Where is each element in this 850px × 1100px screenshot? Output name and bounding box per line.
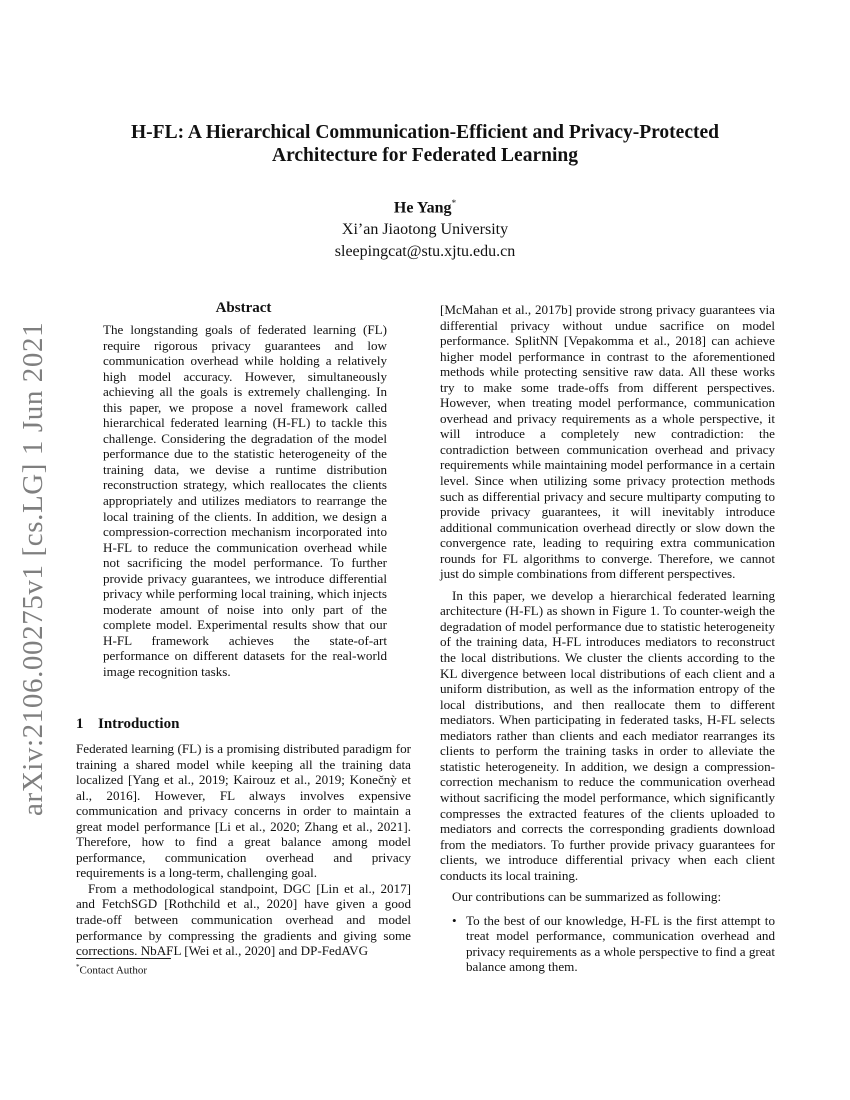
author-footnote-mark: * [451, 198, 457, 208]
arxiv-identifier-text: arXiv:2106.00275v1 [cs.LG] 1 Jun 2021 [17, 321, 49, 816]
footnote-rule [76, 958, 171, 959]
arxiv-identifier-stamp [12, 260, 52, 820]
right-column-body [440, 302, 775, 975]
footnote [76, 963, 147, 977]
intro-paragraph-2: From a methodological standpoint, DGC [Lin et al., 2017] and FetchSGD [Rothchild et al., 2020] have given a good trade-off between communication overhead and model performance by compressing the gradients and giving some corrections. NbAFL [Wei et al., 2020] and DP-FedAVG [76, 880, 411, 959]
author-name-line [0, 192, 850, 219]
title-line-2: Architecture for Federated Learning [272, 145, 578, 166]
abstract-body [103, 322, 387, 680]
section-heading-introduction [76, 716, 179, 733]
author-affiliation: Xi’an Jiaotong University [341, 221, 509, 239]
contributions-intro: Our contributions can be summarized as following: [452, 889, 722, 905]
contribution-text-1: To the best of our knowledge, H-FL is the first attempt to treat model performance, communication overhead and privacy requirements as a whole perspective to find a great balance among them. [466, 912, 775, 975]
author-email: sleepingcat@stu.xjtu.edu.cn [334, 243, 516, 261]
section-number: 1 [76, 716, 84, 732]
intro-paragraph-1: Federated learning (FL) is a promising distributed paradigm for training a shared model while keeping all the training data localized [Yang et al., 2019; Kairouz et al., 2019; Konečnỳ et al., 2016]. However, FL always involves expensive communication and privacy concerns in order to maintain a great model performance [Li et al., 2020; Zhang et al., 2021]. Therefore, how to find a great balance among model performance, communication overhead and privacy requirements is a long-term, challenging goal. [76, 741, 411, 881]
title-line-1: H-FL: A Hierarchical Communication-Efficient and Privacy-Protected [131, 122, 719, 143]
footnote-text: Contact Author [79, 964, 148, 977]
author-block [0, 192, 850, 263]
author-name: He Yang [393, 199, 452, 217]
abstract-heading: Abstract [215, 300, 272, 316]
section-title: Introduction [98, 716, 180, 732]
right-paragraph-2: In this paper, we develop a hierarchical federated learning architecture (H-FL) as shown in Figure 1. To counter-weigh the degradation of model performance due to statistic heterogeneity of the training data, H-FL introduces mediators to reconstruct the local distributions. We cluster the clients according to the KL divergence between local distributions of each client and a uniform distribution, as well as the information entropy of the local distributions, and then reallocate them to different mediators. When participating in federated tasks, H-FL selects mediators rather than clients and each mediator rearranges its clients to perform the training tasks in order to alleviate the statistic heterogeneity. In addition, we design a compression-correction mechanism to reduce the communication overhead without sacrificing the model performance, which significantly compresses the extracted features of the clients uploaded to mediators and corrects the corresponding gradients download from the mediators. To further provide privacy guarantees for clients, we introduce differential privacy when each client conducts its local training. [440, 587, 775, 883]
paper-title [0, 121, 850, 167]
introduction-body-left [76, 741, 411, 959]
abstract-text: The longstanding goals of federated learning (FL) require rigorous privacy guarantees and low communication overhead while holding a relatively high model accuracy. However, simultaneously achieving all the goals is extremely challenging. In this paper, we propose a novel framework called hierarchical federated learning (H-FL) to tackle this challenge. Considering the degradation of the model performance due to the statistic heterogeneity of the training data, we devise a runtime distribution reconstruction strategy, which reallocates the clients appropriately and utilizes mediators to rearrange the local training of the clients. In addition, we design a compression-correction mechanism incorporated into H-FL to reduce the communication overhead while not sacrificing the model performance. To further provide privacy guarantees, we introduce differential privacy while performing local training, which injects moderate amount of noise into only part of the complete model. Experimental results show that our H-FL framework achieves the state-of-art performance on different datasets for the real-world image recognition tasks. [103, 322, 387, 680]
list-item [440, 913, 775, 975]
right-paragraph-1: [McMahan et al., 2017b] provide strong privacy guarantees via differential privacy without undue sacrifice on model performance. SplitNN [Vepakomma et al., 2018] can achieve higher model performance in contrast to the aforementioned methods while protecting sensitive raw data. All these works try to make some trade-offs from different perspectives. However, when treating model performance, communication overhead and privacy requirements as a whole perspective, it will introduce a completely new contradiction: the contradiction between communication overhead and privacy requirements while maintaining model performance in a certain level. Since when utilizing some privacy protection methods such as differential privacy and secure multiparty computing to provide privacy guarantees, it will inevitably introduce additional communication overhead directly or slow down the convergence rate, leading to requiring extra communication rounds for FL algorithms to converge. Therefore, we cannot just do simple combinations from different perspectives. [440, 302, 775, 582]
contributions-list [440, 913, 775, 975]
bullet-icon: • [452, 912, 457, 928]
footnote-mark: * [76, 963, 80, 971]
